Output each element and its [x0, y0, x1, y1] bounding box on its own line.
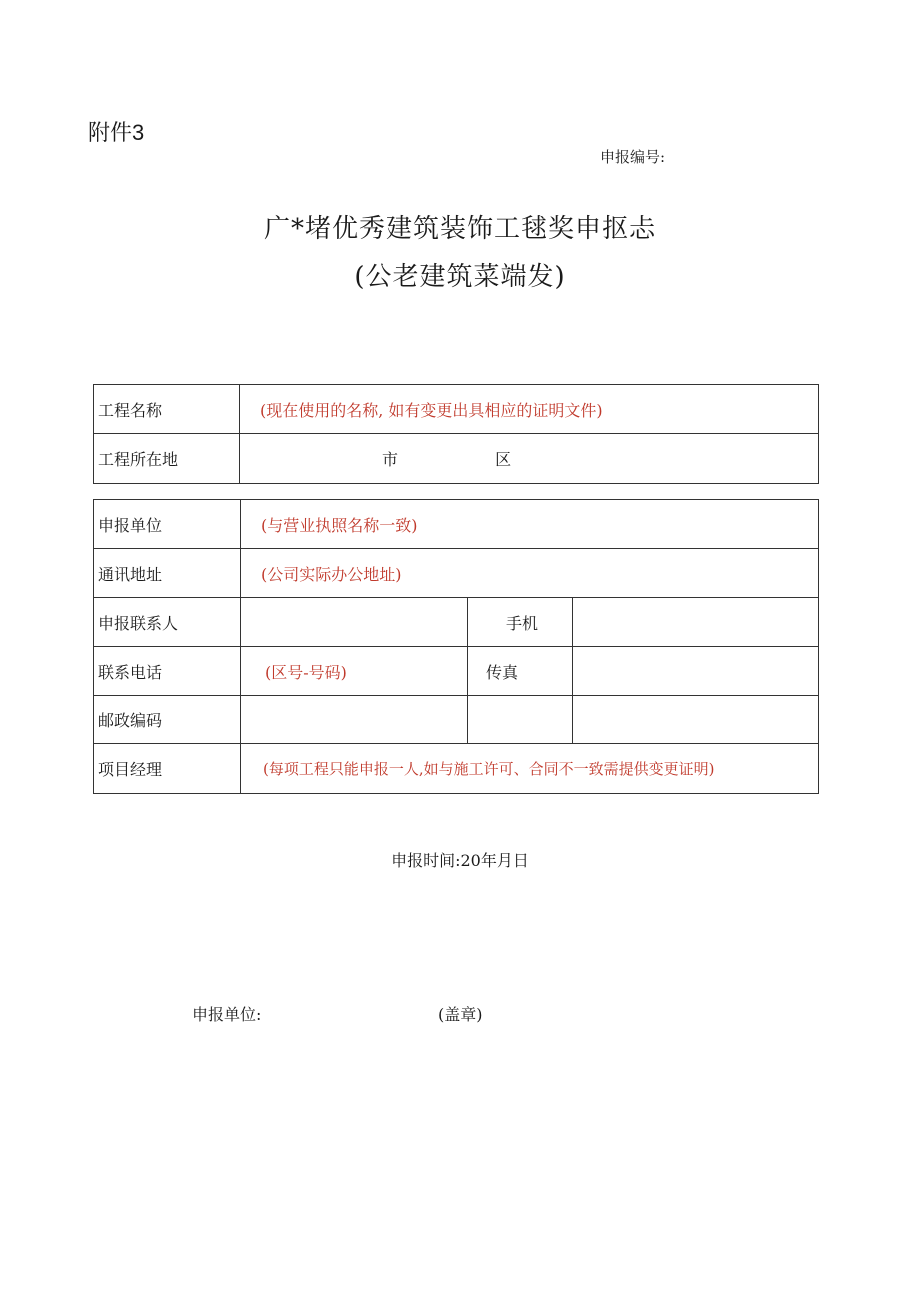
empty-cell — [468, 696, 573, 744]
fax-field[interactable] — [573, 647, 819, 696]
table-row — [94, 385, 819, 434]
project-manager-field[interactable]: (每项工程只能申报一人,如与施工许可、合同不一致需提供变更证明) — [241, 744, 819, 794]
table-row — [94, 647, 819, 696]
table-row — [94, 549, 819, 598]
project-location-label: 工程所在地 — [94, 434, 240, 484]
project-manager-label: 项目经理 — [94, 744, 241, 794]
project-info-table — [93, 384, 819, 484]
table-row — [94, 744, 819, 794]
phone-label: 联系电话 — [94, 647, 241, 696]
postcode-label: 邮政编码 — [94, 696, 241, 744]
district-label: 区 — [495, 450, 512, 469]
project-location-field[interactable] — [240, 434, 819, 484]
applicant-unit-label: 申报单位 — [94, 500, 241, 549]
contact-person-label: 申报联系人 — [94, 598, 241, 647]
table-row — [94, 434, 819, 484]
application-date: 申报时间:20年月日 — [391, 851, 529, 870]
table-row — [94, 500, 819, 549]
phone-field[interactable]: (区号-号码) — [241, 647, 468, 696]
postcode-field[interactable] — [241, 696, 468, 744]
table-row — [94, 696, 819, 744]
signature-unit-label: 申报单位: — [192, 1005, 262, 1024]
application-number-label: 申报编号: — [600, 148, 666, 166]
empty-cell — [573, 696, 819, 744]
mobile-field[interactable] — [573, 598, 819, 647]
table-row — [94, 598, 819, 647]
mobile-label: 手机 — [468, 598, 573, 647]
seal-label: (盖章) — [438, 1005, 483, 1024]
address-label: 通讯地址 — [94, 549, 241, 598]
page-subtitle: (公老建筑菜端发) — [354, 262, 566, 292]
address-field[interactable]: (公司实际办公地址) — [241, 549, 819, 598]
applicant-info-table — [93, 499, 819, 794]
applicant-unit-field[interactable]: (与营业执照名称一致) — [241, 500, 819, 549]
city-label: 市 — [382, 450, 399, 469]
contact-person-field[interactable] — [241, 598, 468, 647]
page-title: 广*堵优秀建筑装饰工毬奖申抠忐 — [263, 214, 656, 244]
project-name-label: 工程名称 — [94, 385, 240, 434]
fax-label: 传真 — [468, 647, 573, 696]
attachment-label: 附件3 — [88, 120, 145, 145]
project-name-field[interactable]: (现在使用的名称, 如有变更出具相应的证明文件) — [240, 385, 819, 434]
